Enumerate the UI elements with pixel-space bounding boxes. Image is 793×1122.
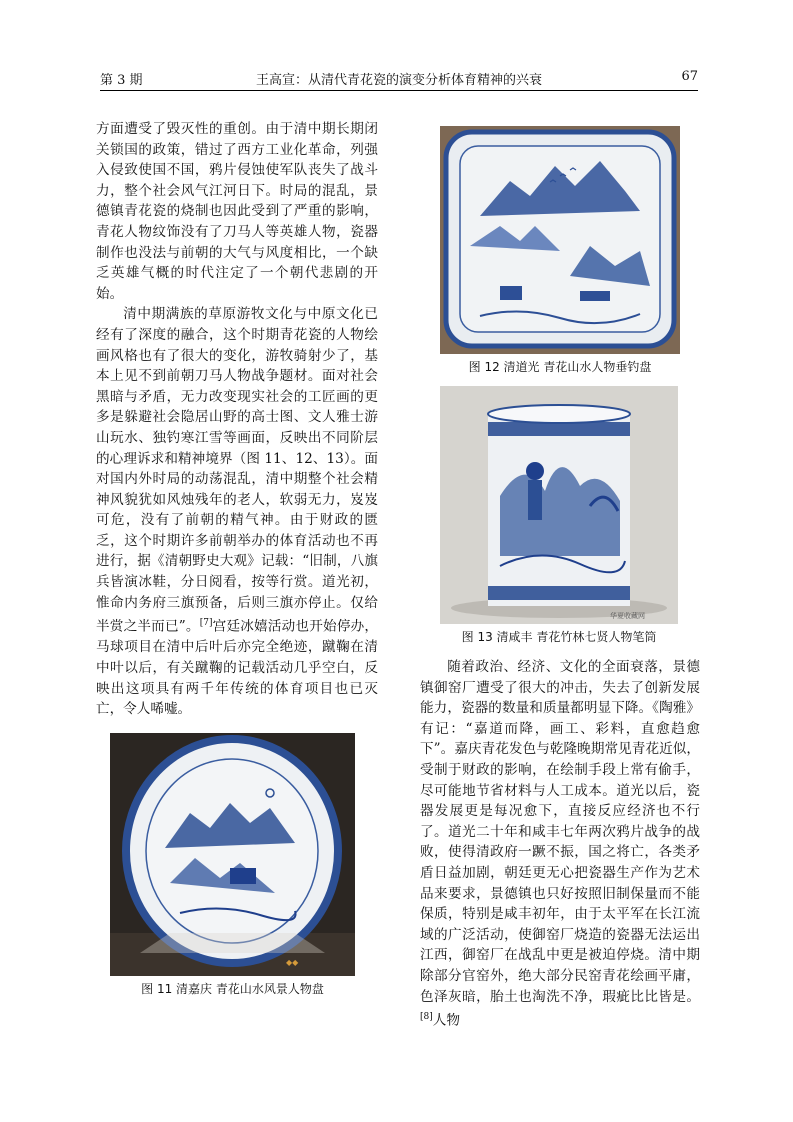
figure-13 <box>440 386 678 645</box>
paragraph-text: 人物 <box>432 1012 460 1029</box>
paragraph: 方面遭受了毁灭性的重创。由于清中期长期闭关锁国的政策，错过了西方工业化革命，列强入侵致使国不国，鸦片侵蚀使军队丧失了战斗力，整个社会风气江河日下。时局的混乱，景德镇青花瓷的烧制也因此受到了严重的影响，青花人物纹饰没有了刀马人等英雄人物，瓷器制作也没法与前朝的大气与风度相比，一个缺乏英雄气概的时代注定了一个朝代悲剧的开始。 <box>96 121 378 302</box>
figure-11-caption: 图 11 清嘉庆 青花山水风景人物盘 <box>141 982 324 996</box>
page-number: 67 <box>681 69 698 84</box>
paragraph <box>420 657 700 1031</box>
running-header <box>100 66 698 91</box>
right-text-column <box>420 657 700 1031</box>
figure-11-image <box>110 733 355 976</box>
paragraph <box>96 304 378 719</box>
running-title: 王高宣：从清代青花瓷的演变分析体育精神的兴衰 <box>255 73 542 88</box>
issue-number: 第 3 期 <box>100 73 143 88</box>
citation-ref[interactable]: [8] <box>420 1012 433 1023</box>
paragraph-text: 清中期满族的草原游牧文化与中原文化已经有了深度的融合，这个时期青花瓷的人物绘画风格也有了很大的变化，游牧骑射少了，基本上见不到前朝刀马人物战争题材。面对社会黑暗与矛盾，无力改变现实社会的工匠画的更多是躲避社会隐居山野的高士图、文人雅士游山玩水、独钓寒江雪等画面，反映出不同阶层的心理诉求和精神境界（图 11、12、13）。面对国内外时局的动荡混乱，清中期整个社会精神风貌犹如风烛残年的老人，软弱无力，岌岌可危，没有了前朝的精气神。由于财政的匮乏，这个时期许多前朝举办的体育活动也不再进行，据《清朝野史大观》记载：“旧制，八旗兵皆演冰鞋，分日阅看，按等行赏。道光初，惟命内务府三旗预备，后则三旗亦停止。仅给半赏之半而已”。 <box>96 306 378 635</box>
figure-12 <box>440 126 680 375</box>
figure-12-caption: 图 12 清道光 青花山水人物垂钓盘 <box>468 360 652 374</box>
paragraph-text: 宫廷冰嬉活动也开始停办，马球项目在清中后叶后亦完全绝迹，蹴鞠在清中叶以后，有关蹴鞠的记载活动几乎空白，反映出这项具有两千年传统的体育项目也已灭亡，令人唏嘘。 <box>96 618 379 718</box>
figure-13-image <box>440 386 678 624</box>
left-text-column <box>96 119 378 720</box>
figure-11 <box>110 733 355 997</box>
watermark-logo: ◆◆ <box>286 958 299 967</box>
watermark-text: 华夏收藏网 <box>610 612 645 620</box>
paragraph-text: 随着政治、经济、文化的全面衰落，景德镇御窑厂遭受了很大的冲击，失去了创新发展能力，瓷器的数量和质量都明显下降。《陶雅》有记：“嘉道而降，画工、彩料，直愈趋愈下”。嘉庆青花发色与乾隆晚期常见青花近似，受制于财政的影响，在绘制手段上常有偷手，尽可能地节省材料与人工成本。道光以后，瓷器发展更是每况愈下，直接反应经济也不行了。道光二十年和咸丰七年两次鸦片战争的战败，使得清政府一蹶不振，国之将亡，各类矛盾日益加剧，朝廷更无心把瓷器生产作为艺术品来要求，景德镇也只好按照旧制保量而不能保质，特别是咸丰初年，由于太平军在长江流域的广泛活动，使御窑厂烧造的瓷器无法运出江西，御窑厂在战乱中更是被迫停烧。清中期除部分官窑外，绝大部分民窑青花绘画平庸，色泽灰暗，胎土也淘洗不净，瑕疵比比皆是。 <box>420 659 700 1005</box>
citation-ref[interactable]: [7] <box>199 618 213 629</box>
figure-13-caption: 图 13 清咸丰 青花竹林七贤人物笔筒 <box>461 630 657 644</box>
figure-12-image <box>440 126 680 354</box>
